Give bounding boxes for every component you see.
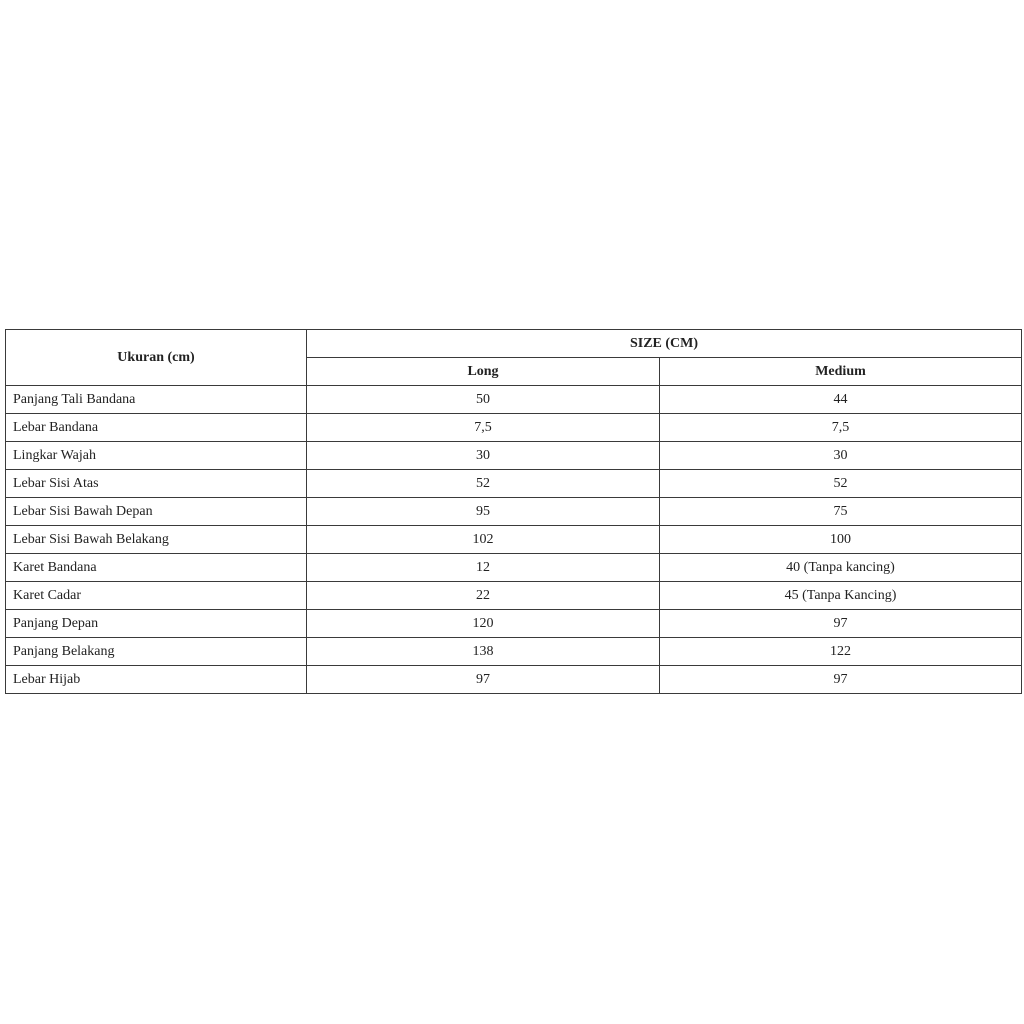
row-label: Lebar Bandana — [6, 414, 307, 442]
size-group-header: SIZE (CM) — [307, 330, 1022, 358]
table-row — [6, 498, 1022, 526]
long-value: 120 — [307, 610, 660, 638]
corner-header: Ukuran (cm) — [6, 330, 307, 386]
row-label: Panjang Belakang — [6, 638, 307, 666]
row-label: Panjang Depan — [6, 610, 307, 638]
medium-value: 45 (Tanpa Kancing) — [660, 582, 1022, 610]
medium-value: 7,5 — [660, 414, 1022, 442]
medium-value: 100 — [660, 526, 1022, 554]
table-row — [6, 638, 1022, 666]
medium-value: 97 — [660, 610, 1022, 638]
medium-value: 44 — [660, 386, 1022, 414]
long-value: 12 — [307, 554, 660, 582]
table-row — [6, 610, 1022, 638]
medium-value: 30 — [660, 442, 1022, 470]
long-value: 138 — [307, 638, 660, 666]
table-row — [6, 386, 1022, 414]
long-value: 95 — [307, 498, 660, 526]
row-label: Karet Cadar — [6, 582, 307, 610]
row-label: Lebar Sisi Bawah Depan — [6, 498, 307, 526]
long-value: 97 — [307, 666, 660, 694]
column-header-medium: Medium — [660, 358, 1022, 386]
long-value: 52 — [307, 470, 660, 498]
table-row — [6, 442, 1022, 470]
medium-value: 40 (Tanpa kancing) — [660, 554, 1022, 582]
table-row — [6, 526, 1022, 554]
long-value: 30 — [307, 442, 660, 470]
table-row — [6, 414, 1022, 442]
table-row — [6, 470, 1022, 498]
row-label: Lebar Sisi Atas — [6, 470, 307, 498]
medium-value: 75 — [660, 498, 1022, 526]
medium-value: 122 — [660, 638, 1022, 666]
table-row — [6, 554, 1022, 582]
row-label: Lebar Sisi Bawah Belakang — [6, 526, 307, 554]
long-value: 50 — [307, 386, 660, 414]
column-header-long: Long — [307, 358, 660, 386]
medium-value: 97 — [660, 666, 1022, 694]
long-value: 22 — [307, 582, 660, 610]
long-value: 102 — [307, 526, 660, 554]
header-row-group — [6, 330, 1022, 358]
size-chart-table — [5, 329, 1022, 694]
table-row — [6, 666, 1022, 694]
row-label: Karet Bandana — [6, 554, 307, 582]
row-label: Panjang Tali Bandana — [6, 386, 307, 414]
table-body — [6, 386, 1022, 694]
medium-value: 52 — [660, 470, 1022, 498]
row-label: Lingkar Wajah — [6, 442, 307, 470]
row-label: Lebar Hijab — [6, 666, 307, 694]
long-value: 7,5 — [307, 414, 660, 442]
table-row — [6, 582, 1022, 610]
